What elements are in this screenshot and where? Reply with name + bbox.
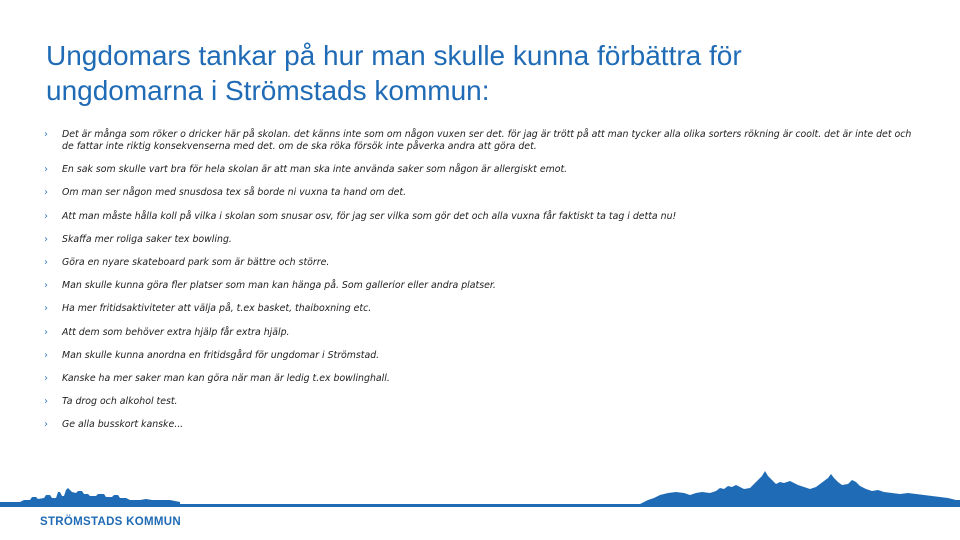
chevron-right-icon: › xyxy=(44,164,48,176)
list-item: › Man skulle kunna göra fler platser som man kan hänga på. Som gallerior eller andra platser. xyxy=(44,280,496,292)
list-item: › Man skulle kunna anordna en fritidsgård för ungdomar i Strömstad. xyxy=(44,349,380,361)
chevron-right-icon: › xyxy=(44,187,48,199)
chevron-right-icon: › xyxy=(44,129,48,140)
chevron-right-icon: › xyxy=(44,303,48,315)
bullet-list xyxy=(44,129,924,442)
chevron-right-icon: › xyxy=(44,349,48,361)
list-item: › Det är många som röker o dricker här på skolan. det känns inte som om någon vuxen ser det. för jag är trött på att man tycker alla olika sorters rökning är coolt. det är inte det och de fattar inte riktig konsekvenserna med det. om de ska röka försök inte påverka andra att göra det. xyxy=(44,129,912,152)
chevron-right-icon: › xyxy=(44,419,48,431)
list-item: › Ta drog och alkohol test. xyxy=(44,396,178,408)
list-item: › Ge alla busskort kanske... xyxy=(44,419,184,431)
chevron-right-icon: › xyxy=(44,280,48,292)
town-skyline-graphic xyxy=(0,462,960,510)
list-item: › Göra en nyare skateboard park som är bättre och större. xyxy=(44,256,330,268)
slide-title: Ungdomars tankar på hur man skulle kunna förbättra för ungdomarna i Strömstads kommun: xyxy=(46,40,742,106)
footer-brand: STRÖMSTADS KOMMUN xyxy=(40,516,181,528)
list-item: › Om man ser någon med snusdosa tex så borde ni vuxna ta hand om det. xyxy=(44,187,407,199)
list-item: › Att dem som behöver extra hjälp får extra hjälp. xyxy=(44,326,290,338)
list-item: › Kanske ha mer saker man kan göra när man är ledig t.ex bowlinghall. xyxy=(44,372,390,384)
list-item: › En sak som skulle vart bra för hela skolan är att man ska inte använda saker som någon är allergiskt emot. xyxy=(44,164,568,176)
list-item: › Att man måste hålla koll på vilka i skolan som snusar osv, för jag ser vilka som gör det och alla vuxna får faktiskt ta tag i detta nu! xyxy=(44,210,677,222)
chevron-right-icon: › xyxy=(44,396,48,408)
chevron-right-icon: › xyxy=(44,256,48,268)
list-item: › Ha mer fritidsaktiviteter att välja på, t.ex basket, thaiboxning etc. xyxy=(44,303,372,315)
chevron-right-icon: › xyxy=(44,210,48,222)
chevron-right-icon: › xyxy=(44,326,48,338)
chevron-right-icon: › xyxy=(44,372,48,384)
list-item: › Skaffa mer roliga saker tex bowling. xyxy=(44,233,232,245)
chevron-right-icon: › xyxy=(44,233,48,245)
